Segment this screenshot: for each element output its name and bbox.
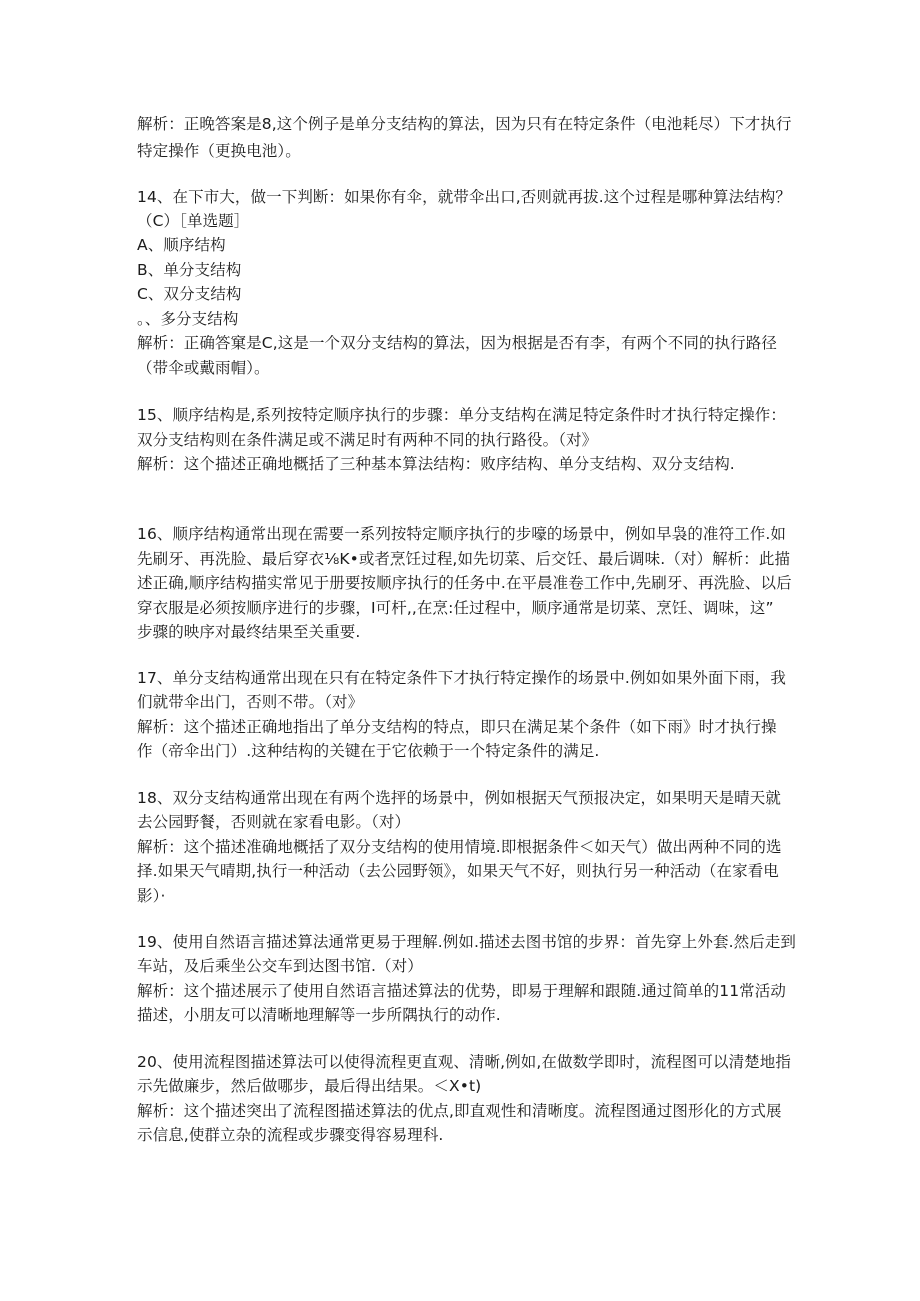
q19-explanation-line-1: 解析：这个描述展示了使用自然语言描述算法的优势，即易于理解和跟随.通过简单的11常活动	[137, 982, 786, 1000]
q14-explanation-line-2: （带伞或戴雨帽）。	[137, 359, 270, 377]
q13-explanation-line-2: 特定操作（更换电池）。	[137, 142, 301, 160]
q17-stem-line-1: 17、单分支结构通常出现在只有在特定条件下才执行特定操作的场景中.例如如果外面下雨，我	[137, 669, 786, 687]
q15-stem-line-2: 双分支结构则在条件满足或不满足时有两种不同的执行路役。（对》	[137, 431, 598, 449]
q15-explanation-line-1: 解析：这个描述正确地概括了三种基本算法结构：败序结构、单分支结构、双分支结构.	[137, 455, 735, 473]
q14-option-a: A、顺序结构	[137, 236, 226, 254]
q14-stem-line-2: （C）［单选题］	[137, 212, 250, 230]
q14-option-d: 。、多分支结构	[137, 310, 239, 328]
q19-explanation-line-2: 描述，小朋友可以清晰地理解等一步所隅执行的动作.	[137, 1006, 501, 1024]
q20-explanation-line-2: 示信息,使群立杂的流程或步骤变得容易理科.	[137, 1126, 444, 1144]
q20-stem-line-1: 20、使用流程图描述算法可以使得流程更直观、清晰,例如,在做数学即时，流程图可以清楚地指	[137, 1053, 791, 1071]
q13-explanation-line-1: 解析：正晚答案是8,这个例子是单分支结构的算法，因为只有在特定条件（电池耗尽）下才执行	[137, 115, 792, 133]
q14-option-b: B、单分支结构	[137, 261, 242, 279]
q20-stem-line-2: 示先做廉步，然后做哪步，最后得出结果。＜X•t)	[137, 1077, 482, 1095]
q16-stem-line-5: 步骤的映序对最终结果至关重要.	[137, 623, 361, 641]
q16-stem-line-4: 穿衣服是必须按顺序进行的步骤，I可杆,,在烹:任过程中，顺序通常是切菜、烹饪、调味，这”	[137, 599, 774, 617]
q18-explanation-line-3: 影）·	[137, 887, 166, 905]
q19-stem-line-1: 19、使用自然语言描述算法通常更易于理解.例如.描述去图书馆的步界：首先穿上外套.然后走到	[137, 933, 797, 951]
q19-stem-line-2: 车站，及后乘坐公交车到达图书馆.（对）	[137, 957, 423, 975]
q18-explanation-line-1: 解析：这个描述准确地概括了双分支结构的使用情境.即根据条件＜如天气）做出两种不同的选	[137, 838, 782, 856]
q20-explanation-line-1: 解析：这个描述突出了流程图描述算法的优点,即直观性和清晰度。流程图通过图形化的方式展	[137, 1102, 782, 1120]
q17-explanation-line-2: 作（帝伞出门）.这种结构的关键在于它依赖于一个特定条件的满足.	[137, 742, 600, 760]
q16-stem-line-2: 先刷牙、再洗脸、最后穿衣⅛K•或者烹饪过程,如先切菜、后交饪、最后调味.（对）解析：此描	[137, 550, 791, 568]
q14-explanation-line-1: 解析：正确答窠是C,这是一个双分支结构的算法，因为根据是否有李，有两个不同的执行路径	[137, 334, 777, 352]
q16-stem-line-3: 述正确,顺序结构描实常见于册要按顺序执行的任务中.在平晨准卷工作中,先刷牙、再洗脸、以后	[137, 574, 792, 592]
q14-stem-line-1: 14、在下市大，做一下判断：如果你有伞，就带伞出口,否则就再拔.这个过程是哪种算法结构？	[137, 188, 791, 206]
q18-stem-line-2: 去公园野餐，否则就在家看电影。（对）	[137, 813, 411, 831]
q17-stem-line-2: 们就带伞出门，否则不带。（对》	[137, 693, 364, 711]
q15-stem-line-1: 15、顺序结构是,系列按特定顺序执行的步骤：单分支结构在满足特定条件时才执行特定操作：	[137, 406, 786, 424]
q18-stem-line-1: 18、双分支结构通常出现在有两个选抨的场景中，例如根据天气预报决定，如果明天是晴天就	[137, 789, 781, 807]
q18-explanation-line-2: 择.如果天气晴期,执行一种活动（去公园野领》，如果天气不好，则执行另一种活动（在家看电	[137, 862, 779, 880]
q14-option-c: C、双分支结构	[137, 285, 242, 303]
q17-explanation-line-1: 解析：这个描述正确地指出了单分支结构的特点，即只在满足某个条件（如下雨》时才执行操	[137, 718, 777, 736]
q16-stem-line-1: 16、顺序结构通常出现在需要一系列按特定顺序执行的步嚎的场景中，例如早袅的准符工作.如	[137, 525, 786, 543]
